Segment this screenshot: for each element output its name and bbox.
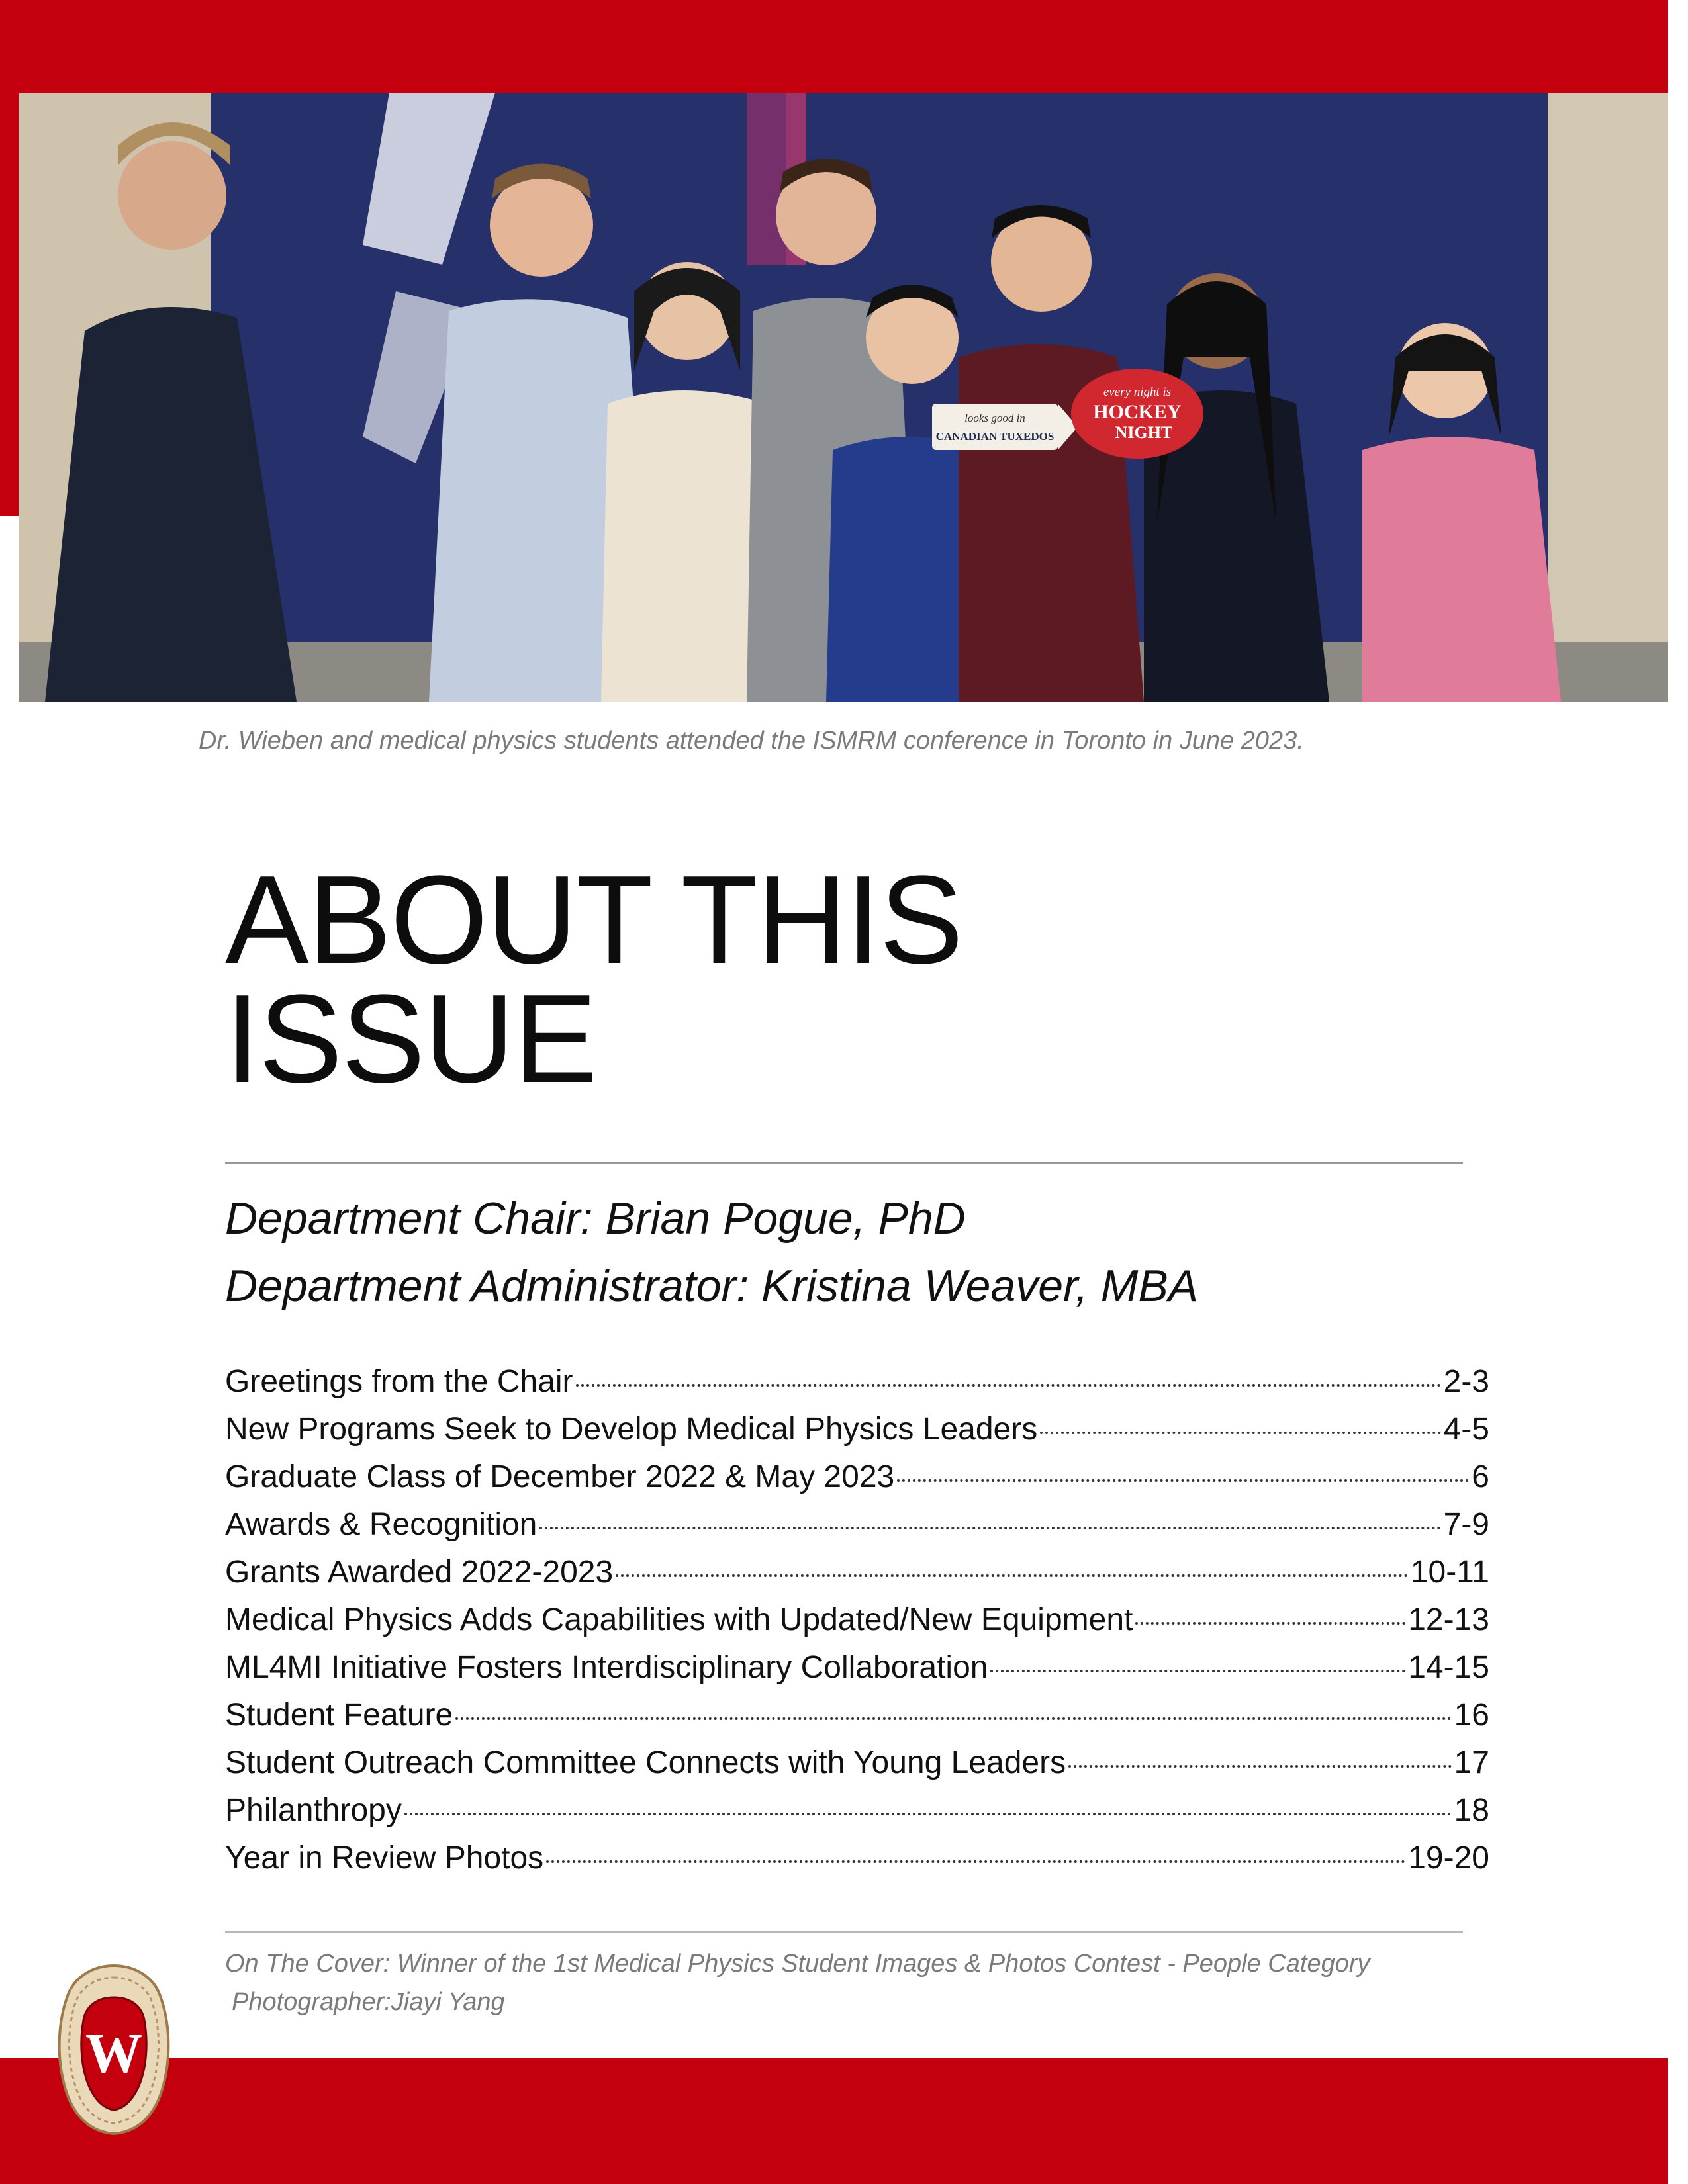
toc-item-title: New Programs Seek to Develop Medical Physics Leaders: [225, 1412, 1038, 1447]
toc-item-pages: 6: [1472, 1459, 1489, 1494]
toc-leader: [455, 1717, 1451, 1720]
top-red-band: [0, 0, 1668, 93]
page-title: [225, 850, 1284, 1109]
sign-2-line-3: NIGHT: [1115, 423, 1173, 442]
uw-crest-icon: [54, 1963, 173, 2136]
divider-top: [225, 1162, 1463, 1164]
department-staff: [225, 1185, 1549, 1320]
toc-leader: [1040, 1432, 1440, 1434]
toc-item-title: Grants Awarded 2022-2023: [225, 1555, 614, 1590]
toc-item-pages: 7-9: [1443, 1507, 1489, 1542]
table-of-contents: [225, 1358, 1489, 1882]
sign-2-line-2: HOCKEY: [1093, 401, 1182, 423]
toc-leader: [1068, 1765, 1452, 1768]
toc-item[interactable]: [225, 1358, 1489, 1406]
toc-item[interactable]: [225, 1453, 1489, 1501]
toc-item-title: Student Outreach Committee Connects with Young Leaders: [225, 1745, 1066, 1780]
toc-item-pages: 19-20: [1408, 1841, 1489, 1876]
bottom-red-band: [0, 2058, 1668, 2184]
toc-item-title: Medical Physics Adds Capabilities with Updated/New Equipment: [225, 1602, 1133, 1637]
left-red-band: [0, 0, 19, 516]
canadian-tuxedos-sign: [932, 404, 1078, 450]
toc-item[interactable]: [225, 1501, 1489, 1549]
sign-1-line-1: looks good in: [964, 412, 1025, 424]
toc-item-pages: 18: [1454, 1793, 1489, 1828]
photo-caption: Dr. Wieben and medical physics students attended the ISMRM conference in Toronto in June 2023.: [199, 727, 1304, 754]
title-line-2: ISSUE: [225, 969, 596, 1109]
sign-1-line-2: CANADIAN TUXEDOS: [935, 430, 1055, 443]
toc-leader: [404, 1813, 1452, 1815]
toc-item-pages: 14-15: [1408, 1650, 1489, 1685]
toc-item-pages: 16: [1454, 1698, 1489, 1733]
toc-item-title: Greetings from the Chair: [225, 1364, 573, 1399]
toc-item[interactable]: [225, 1835, 1489, 1882]
cover-note-line-1: On The Cover: Winner of the 1st Medical Physics Student Images & Photos Contest - People Category: [225, 1950, 1370, 1978]
cover-note-photographer: Photographer:Jiayi Yang: [232, 1988, 505, 2016]
department-administrator: Department Administrator: Kristina Weaver, MBA: [225, 1261, 1199, 1311]
toc-item-title: Student Feature: [225, 1698, 453, 1733]
toc-item[interactable]: [225, 1644, 1489, 1692]
crest-letter: W: [85, 2021, 142, 2085]
department-chair: Department Chair: Brian Pogue, PhD: [225, 1193, 966, 1244]
toc-leader: [897, 1479, 1469, 1482]
toc-item-title: Awards & Recognition: [225, 1507, 538, 1542]
toc-item[interactable]: [225, 1596, 1489, 1644]
toc-leader: [1135, 1622, 1405, 1625]
divider-bottom: [225, 1931, 1463, 1933]
toc-item[interactable]: [225, 1549, 1489, 1596]
toc-leader: [616, 1574, 1408, 1577]
toc-item-pages: 17: [1454, 1745, 1489, 1780]
toc-item-pages: 12-13: [1408, 1602, 1489, 1637]
title-line-1: ABOUT THIS: [225, 850, 962, 990]
hockey-night-sign: [1071, 369, 1203, 459]
toc-item[interactable]: [225, 1406, 1489, 1453]
sign-2-line-1: every night is: [1103, 385, 1172, 399]
toc-item[interactable]: [225, 1692, 1489, 1739]
toc-item-title: ML4MI Initiative Fosters Interdisciplinary Collaboration: [225, 1650, 988, 1685]
toc-item-pages: 10-11: [1410, 1555, 1489, 1590]
toc-item[interactable]: [225, 1739, 1489, 1787]
toc-item-title: Year in Review Photos: [225, 1841, 544, 1876]
toc-item-pages: 2-3: [1443, 1364, 1489, 1399]
conference-group-photo: [19, 93, 1668, 702]
toc-item-title: Philanthropy: [225, 1793, 402, 1828]
toc-item[interactable]: [225, 1787, 1489, 1835]
cover-note: [225, 1944, 1615, 2021]
toc-item-title: Graduate Class of December 2022 & May 2023: [225, 1459, 895, 1494]
toc-leader: [539, 1527, 1440, 1529]
toc-leader: [546, 1860, 1405, 1863]
toc-leader: [990, 1670, 1405, 1672]
toc-leader: [576, 1384, 1441, 1387]
toc-item-pages: 4-5: [1443, 1412, 1489, 1447]
